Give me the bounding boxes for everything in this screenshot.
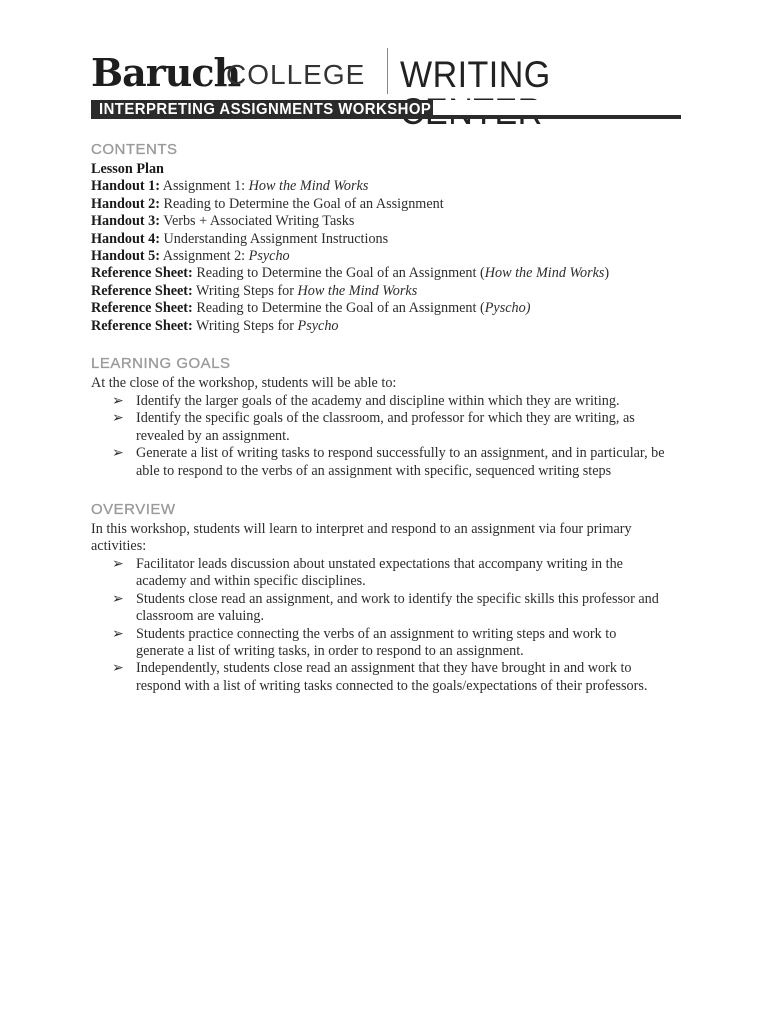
learning-goal-bullet-text: Identify the specific goals of the classroom, and professor for which they are writing, as [136,410,635,427]
logo-baruch: Baruch [91,50,241,95]
overview-heading: OVERVIEW [91,501,176,518]
contents-item-label: Handout 3: [91,213,160,230]
contents-item [91,265,609,282]
contents-item-label: Reference Sheet: [91,265,193,282]
contents-item-text: Understanding Assignment Instructions [159,230,389,247]
arrow-bullet-icon: ➢ [112,556,124,572]
workshop-title: INTERPRETING ASSIGNMENTS WORKSHOP [99,101,432,118]
contents-item-title: How the Mind Works [297,282,418,299]
overview-bullet-text: generate a list of writing tasks, in order to respond to an assignment. [136,643,524,659]
learning-goals-heading: LEARNING GOALS [91,355,231,372]
arrow-bullet-icon: ➢ [112,660,124,677]
contents-item-label: Reference Sheet: [91,300,193,317]
document-header [91,48,681,122]
contents-item-title: How the Mind Works [248,178,369,195]
learning-goals-intro: At the close of the workshop, students will be able to: [91,375,397,391]
arrow-bullet-icon: ➢ [112,445,124,462]
contents-item-text: Reading to Determine the Goal of an Assignment ( [192,265,485,282]
contents-item-title: Psycho [297,317,339,334]
contents-item-title: Psycho [248,248,290,264]
contents-item [91,178,368,195]
contents-item-text: Reading to Determine the Goal of an Assignment [159,195,444,212]
contents-item [91,213,354,230]
logo-college: COLLEGE [226,59,366,90]
contents-item-label: Lesson Plan [91,161,164,177]
contents-item-text: Assignment 1: [159,178,249,195]
overview-bullet-text: academy and within specific disciplines. [136,573,366,590]
overview-intro-line-2: activities: [91,538,147,554]
contents-item-text: Writing Steps for [192,282,298,299]
overview-bullet-text: Independently, students close read an assignment that they have brought in and work to [136,660,632,677]
arrow-bullet-icon: ➢ [112,625,124,642]
contents-item-text: Reading to Determine the Goal of an Assignment ( [192,300,485,317]
contents-item-text: Verbs + Associated Writing Tasks [159,213,355,230]
overview-intro-line-1: In this workshop, students will learn to interpret and respond to an assignment via four primary [91,521,632,537]
contents-item [91,300,530,317]
contents-item-suffix: ) [604,265,610,282]
contents-item-label: Reference Sheet: [91,282,193,299]
logo-writing-center: WRITING [400,54,551,95]
learning-goal-bullet-text: Generate a list of writing tasks to respond successfully to an assignment, and in particular, be [136,445,665,462]
contents-item-label: Handout 4: [91,230,160,247]
arrow-bullet-icon: ➢ [112,590,124,607]
learning-goal-bullet-text: Identify the larger goals of the academy and discipline within which they are writing. [136,393,620,409]
contents-item-label: Reference Sheet: [91,317,193,334]
contents-item-title: How the Mind Works [484,265,605,282]
contents-item [91,318,339,335]
contents-item-label: Handout 1: [91,178,160,195]
overview-bullet-text: classroom are valuing. [136,608,265,625]
contents-item-text: Assignment 2: [159,248,249,264]
contents-item [91,283,417,300]
contents-item-label: Handout 5: [91,248,160,264]
title-bar [91,100,433,119]
overview-bullet-text: Students close read an assignment, and work to identify the specific skills this professor and [136,590,659,607]
arrow-bullet-icon: ➢ [112,393,124,409]
contents-item-text: Writing Steps for [192,317,298,334]
contents-item [91,248,290,265]
contents-item [91,161,164,178]
arrow-bullet-icon: ➢ [112,410,124,427]
overview-bullet-text: respond with a list of writing tasks connected to the goals/expectations of their professors. [136,677,648,694]
contents-item-title: Pyscho) [484,300,531,317]
contents-heading: CONTENTS [91,141,178,158]
logo-divider [387,48,388,94]
header-rule [91,100,681,119]
overview-bullet-text: Students practice connecting the verbs of an assignment to writing steps and work to [136,625,617,642]
learning-goal-bullet-text: revealed by an assignment. [136,427,290,444]
learning-goal-bullet-text: able to respond to the verbs of an assignment with specific, sequenced writing steps [136,462,612,479]
contents-item [91,196,444,213]
contents-item-label: Handout 2: [91,195,160,212]
contents-item [91,231,388,248]
overview-bullet-text: Facilitator leads discussion about unstated expectations that accompany writing in the [136,556,623,572]
